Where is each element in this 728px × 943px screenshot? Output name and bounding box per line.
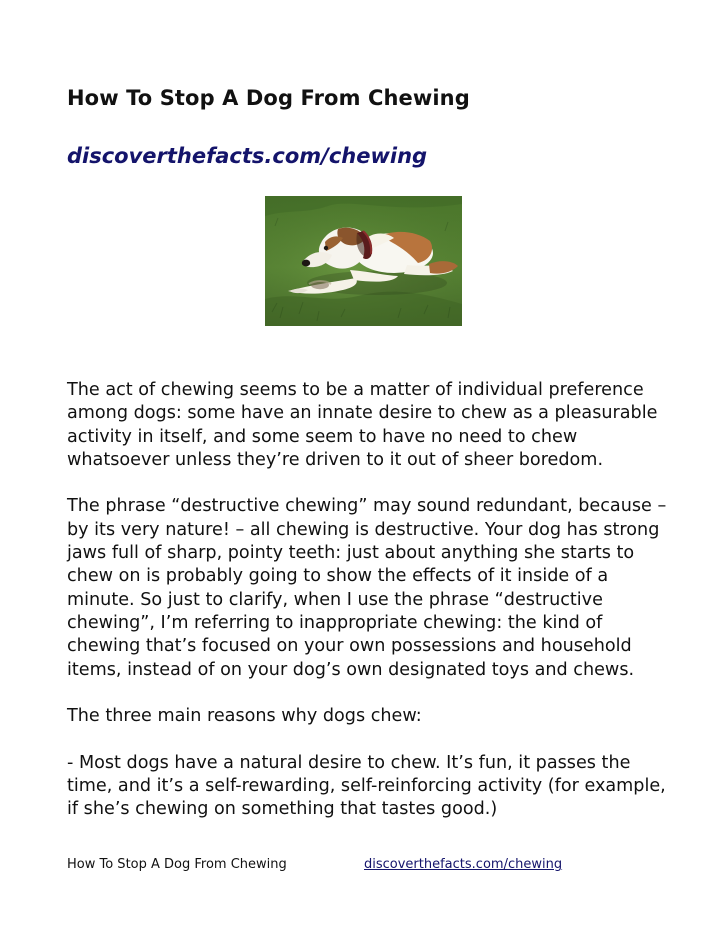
page-title: How To Stop A Dog From Chewing <box>67 86 470 110</box>
paragraph-1: The act of chewing seems to be a matter of individual preference among dogs: some have an innate desire to chew as a pleasurable activity in itself, and some seem to have no need to chew whatsoever unless they’re driven to it out of sheer boredom. <box>67 380 658 470</box>
paragraph-4: - Most dogs have a natural desire to chew. It’s fun, it passes the time, and it’s a self-rewarding, self-reinforcing activity (for example, if she’s chewing on something that tastes good.) <box>67 752 666 820</box>
footer-title: How To Stop A Dog From Chewing <box>67 857 287 872</box>
article-body <box>67 379 667 845</box>
paragraph-2: The phrase “destructive chewing” may sound redundant, because – by its very nature! – all chewing is destructive. Your dog has strong jaws full of sharp, pointy teeth: just about anything she starts to chew on is probably going to show the effects of it inside of a minute. So just to clarify, when I use the phrase “destructive chewing”, I’m referring to inappropriate chewing: the kind of chewing that’s focused on your own possessions and household items, instead of on your dog’s own designated toys and chews. <box>67 496 667 680</box>
paragraph-3: The three main reasons why dogs chew: <box>67 706 422 727</box>
page-footer <box>67 857 667 877</box>
dog-photo <box>265 196 462 326</box>
footer-link[interactable]: discoverthefacts.com/chewing <box>364 857 563 872</box>
source-link[interactable]: discoverthefacts.com/chewing <box>67 144 428 168</box>
